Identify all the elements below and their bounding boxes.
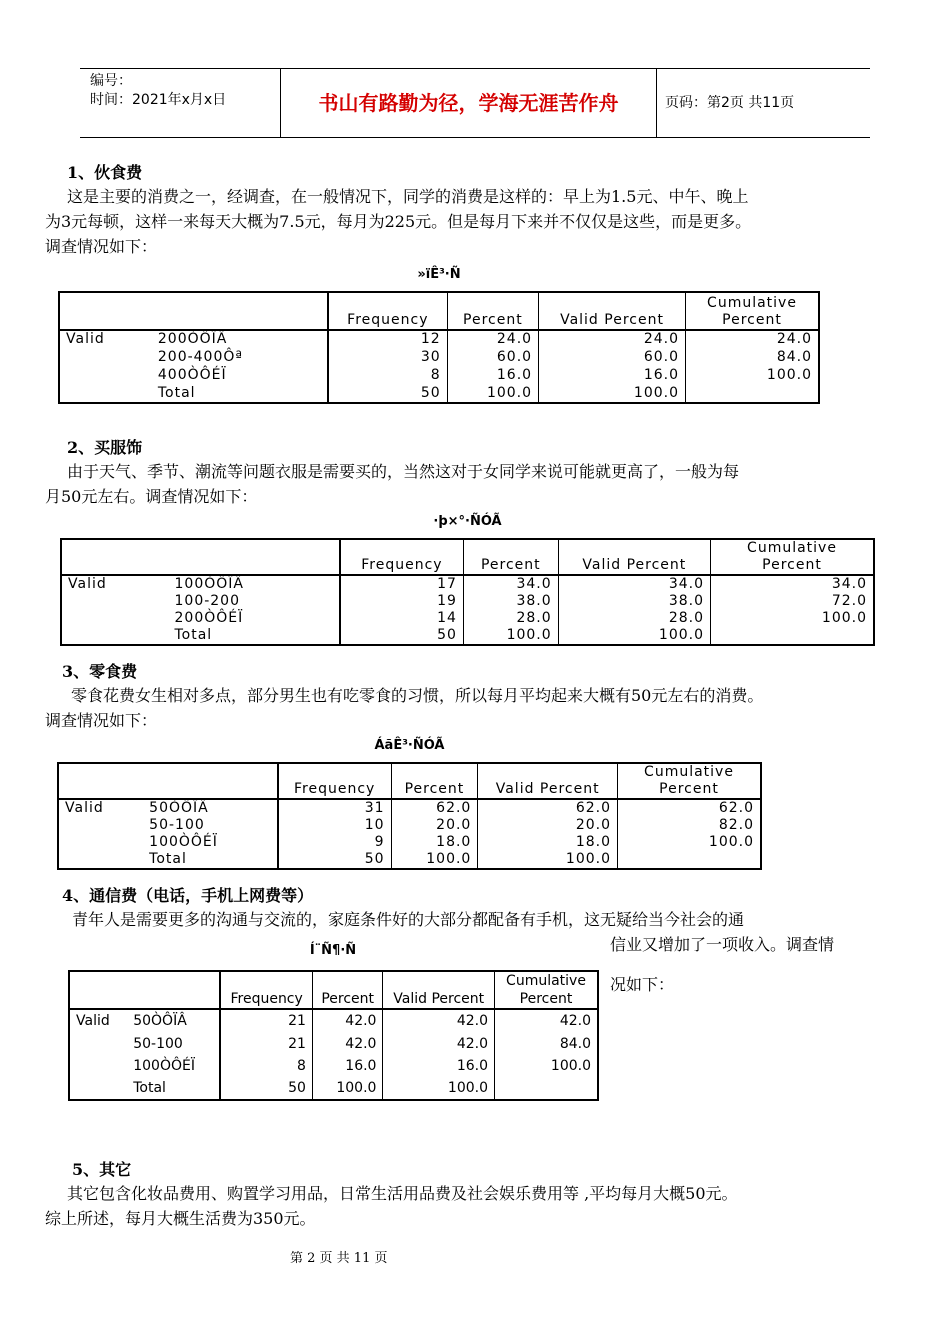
paragraph-line: 青年人是需要更多的沟通与交流的，家庭条件好的大部分都配备有手机，这无疑给当今社会的通 [72, 910, 745, 929]
paragraph-line: 况如下： [610, 975, 675, 994]
row-group-label [58, 817, 143, 834]
cell-percent: 20.0 [391, 817, 478, 834]
header-blank [61, 539, 340, 575]
cell-cumulative-percent: 84.0 [686, 349, 820, 367]
cell-frequency: 50 [220, 1077, 312, 1100]
cell-frequency: 14 [340, 610, 464, 627]
cell-frequency: 12 [328, 330, 447, 349]
table-row [69, 1032, 598, 1054]
table-row [59, 366, 819, 384]
cell-frequency: 17 [340, 575, 464, 593]
row-group-label [58, 851, 143, 869]
cell-cumulative-percent [618, 851, 762, 869]
row-label: 50-100 [133, 1035, 183, 1052]
table-row [61, 593, 874, 610]
row-group-label: Valid [66, 331, 105, 348]
column-header: Cumulative Percent [711, 539, 875, 575]
table-title: »ïÊ³·Ñ [417, 267, 461, 282]
column-header: Cumulative Percent [495, 971, 599, 1009]
header-meta [80, 69, 280, 137]
section-heading: 2、买服饰 [67, 438, 143, 457]
column-header: Frequency [278, 763, 391, 799]
paragraph-line: 为3元每顿，这样一来每天大概为7.5元，每月为225元。但是每月下来并不仅仅是这些，而是更多。 [45, 212, 752, 231]
frequency-table [57, 762, 762, 870]
column-header: Percent [312, 971, 383, 1009]
cell-percent: 60.0 [447, 349, 538, 367]
cell-cumulative-percent: 24.0 [686, 330, 820, 349]
column-header: Cumulative Percent [618, 763, 762, 799]
cell-percent: 16.0 [447, 366, 538, 384]
row-group-label [69, 1077, 127, 1100]
cell-valid-percent: 28.0 [558, 610, 710, 627]
cell-frequency: 8 [220, 1055, 312, 1077]
column-header: Frequency [340, 539, 464, 575]
paragraph-line: 零食花费女生相对多点，部分男生也有吃零食的习惯，所以每月平均起来大概有50元左右的消费。 [71, 686, 764, 705]
row-group-label [59, 384, 152, 403]
paragraph-line: 其它包含化妆品费用、购置学习用品，日常生活用品费及社会娱乐费用等 ,平均每月大概50元。 [67, 1184, 738, 1203]
column-header: Percent [447, 292, 538, 330]
cell-valid-percent: 38.0 [558, 593, 710, 610]
table-header-row [58, 763, 761, 799]
cell-percent: 62.0 [391, 799, 478, 817]
table-row [59, 330, 819, 349]
row-label: Total [149, 851, 187, 867]
table-row [69, 1077, 598, 1100]
paragraph-line: 调查情况如下： [45, 237, 158, 256]
column-header: Frequency [328, 292, 447, 330]
table-row [59, 349, 819, 367]
row-label: 200ÒÔÉÏ [174, 610, 244, 626]
row-group-label [59, 366, 152, 384]
cell-frequency: 21 [220, 1009, 312, 1032]
cell-frequency: 50 [278, 851, 391, 869]
cell-valid-percent: 34.0 [558, 575, 710, 593]
time-label: 时间：2021年x月x日 [90, 92, 227, 108]
cell-cumulative-percent: 100.0 [711, 610, 875, 627]
cell-cumulative-percent [495, 1077, 599, 1100]
paragraph-line: 调查情况如下： [45, 711, 158, 730]
row-group-label: Valid [76, 1013, 110, 1030]
cell-valid-percent: 100.0 [478, 851, 618, 869]
cell-frequency: 9 [278, 834, 391, 851]
row-label: Total [133, 1079, 166, 1096]
cell-frequency: 50 [340, 627, 464, 645]
cell-valid-percent: 20.0 [478, 817, 618, 834]
cell-valid-percent: 100.0 [383, 1077, 495, 1100]
row-group-label [69, 1032, 127, 1054]
row-label: 50ÒÔÏÂ [149, 800, 209, 816]
cell-frequency: 8 [328, 366, 447, 384]
cell-cumulative-percent: 72.0 [711, 593, 875, 610]
row-label: 100ÒÔÉÏ [133, 1057, 195, 1074]
table-row [69, 1055, 598, 1077]
paragraph-line: 这是主要的消费之一，经调查，在一般情况下，同学的消费是这样的：早上为1.5元、中午、晚上 [67, 187, 749, 206]
cell-valid-percent: 42.0 [383, 1032, 495, 1054]
row-label: 200-400Ôª [157, 348, 243, 365]
column-header: Percent [463, 539, 558, 575]
row-group-label: Valid [68, 576, 107, 592]
cell-cumulative-percent: 34.0 [711, 575, 875, 593]
row-group-label [69, 1055, 127, 1077]
page-footer: 第 2 页 共 11 页 [290, 1251, 388, 1266]
page-number-label: 页码：第2页 共11页 [665, 95, 795, 111]
cell-percent: 18.0 [391, 834, 478, 851]
paragraph-line: 由于天气、季节、潮流等问题衣服是需要买的，当然这对于女同学来说可能就更高了，一般为每 [67, 462, 740, 481]
row-label: 100ÒÔÉÏ [149, 834, 218, 850]
row-group-label [61, 593, 169, 610]
cell-percent: 38.0 [463, 593, 558, 610]
cell-cumulative-percent [686, 384, 820, 403]
table-title: ·þ×°·ÑÓÃ [433, 514, 502, 529]
paragraph-line: 月50元左右。调查情况如下： [45, 487, 258, 506]
table-row [58, 817, 761, 834]
cell-valid-percent: 24.0 [539, 330, 686, 349]
table-row [69, 1009, 598, 1032]
row-group-label [59, 349, 152, 367]
cell-percent: 42.0 [312, 1009, 383, 1032]
header-blank [58, 763, 278, 799]
table-row [61, 575, 874, 593]
cell-cumulative-percent: 100.0 [495, 1055, 599, 1077]
cell-frequency: 10 [278, 817, 391, 834]
table-row [59, 384, 819, 403]
table-row [61, 610, 874, 627]
column-header: Percent [391, 763, 478, 799]
table-row [58, 834, 761, 851]
cell-percent: 24.0 [447, 330, 538, 349]
cell-frequency: 21 [220, 1032, 312, 1054]
cell-valid-percent: 100.0 [558, 627, 710, 645]
cell-frequency: 31 [278, 799, 391, 817]
row-label: Total [157, 384, 196, 401]
frequency-table [68, 970, 599, 1101]
cell-percent: 100.0 [312, 1077, 383, 1100]
cell-valid-percent: 62.0 [478, 799, 618, 817]
row-label: 100ÒÔÏÂ [174, 576, 244, 592]
cell-percent: 42.0 [312, 1032, 383, 1054]
cell-cumulative-percent: 82.0 [618, 817, 762, 834]
row-group-label [61, 610, 169, 627]
cell-percent: 100.0 [463, 627, 558, 645]
section-heading: 3、零食费 [62, 662, 138, 681]
cell-cumulative-percent: 62.0 [618, 799, 762, 817]
paragraph-line: 信业又增加了一项收入。调查情 [610, 935, 835, 954]
header-blank [59, 292, 328, 330]
cell-cumulative-percent: 100.0 [618, 834, 762, 851]
cell-percent: 16.0 [312, 1055, 383, 1077]
frequency-table [58, 291, 820, 404]
cell-percent: 100.0 [391, 851, 478, 869]
cell-cumulative-percent [711, 627, 875, 645]
paragraph-line: 综上所述，每月大概生活费为350元。 [45, 1209, 316, 1228]
column-header: Frequency [220, 971, 312, 1009]
cell-cumulative-percent: 100.0 [686, 366, 820, 384]
cell-valid-percent: 18.0 [478, 834, 618, 851]
table-row [61, 627, 874, 645]
cell-valid-percent: 16.0 [383, 1055, 495, 1077]
table-row [58, 851, 761, 869]
row-group-label [61, 627, 169, 645]
cell-cumulative-percent: 84.0 [495, 1032, 599, 1054]
row-label: Total [174, 627, 213, 643]
page-header [80, 68, 870, 138]
section-heading: 4、通信费（电话，手机上网费等） [62, 886, 314, 905]
cell-valid-percent: 100.0 [539, 384, 686, 403]
table-title: Í¨Ñ¶·Ñ [309, 943, 357, 958]
row-group-label [58, 834, 143, 851]
table-header-row [59, 292, 819, 330]
cell-percent: 34.0 [463, 575, 558, 593]
column-header: Valid Percent [539, 292, 686, 330]
cell-valid-percent: 60.0 [539, 349, 686, 367]
header-motto: 书山有路勤为径，学海无涯苦作舟 [280, 69, 657, 137]
cell-frequency: 19 [340, 593, 464, 610]
frequency-table [60, 538, 875, 646]
table-header-row [69, 971, 598, 1009]
column-header: Cumulative Percent [686, 292, 820, 330]
section-heading: 5、其它 [72, 1160, 132, 1179]
row-label: 50ÒÔÏÂ [133, 1013, 187, 1030]
cell-percent: 28.0 [463, 610, 558, 627]
header-blank [69, 971, 220, 1009]
cell-cumulative-percent: 42.0 [495, 1009, 599, 1032]
row-group-label: Valid [65, 800, 104, 816]
cell-valid-percent: 16.0 [539, 366, 686, 384]
row-label: 100-200 [174, 593, 240, 609]
column-header: Valid Percent [478, 763, 618, 799]
row-label: 200ÒÔÏÂ [157, 331, 228, 348]
cell-frequency: 50 [328, 384, 447, 403]
table-header-row [61, 539, 874, 575]
table-title: ÁãÊ³·ÑÓÃ [374, 738, 445, 753]
column-header: Valid Percent [558, 539, 710, 575]
section-heading: 1、伙食费 [67, 163, 143, 182]
number-label: 编号： [90, 73, 132, 89]
cell-valid-percent: 42.0 [383, 1009, 495, 1032]
row-label: 50-100 [149, 817, 205, 833]
row-label: 400ÒÔÉÏ [157, 366, 227, 383]
cell-frequency: 30 [328, 349, 447, 367]
table-row [58, 799, 761, 817]
column-header: Valid Percent [383, 971, 495, 1009]
cell-percent: 100.0 [447, 384, 538, 403]
